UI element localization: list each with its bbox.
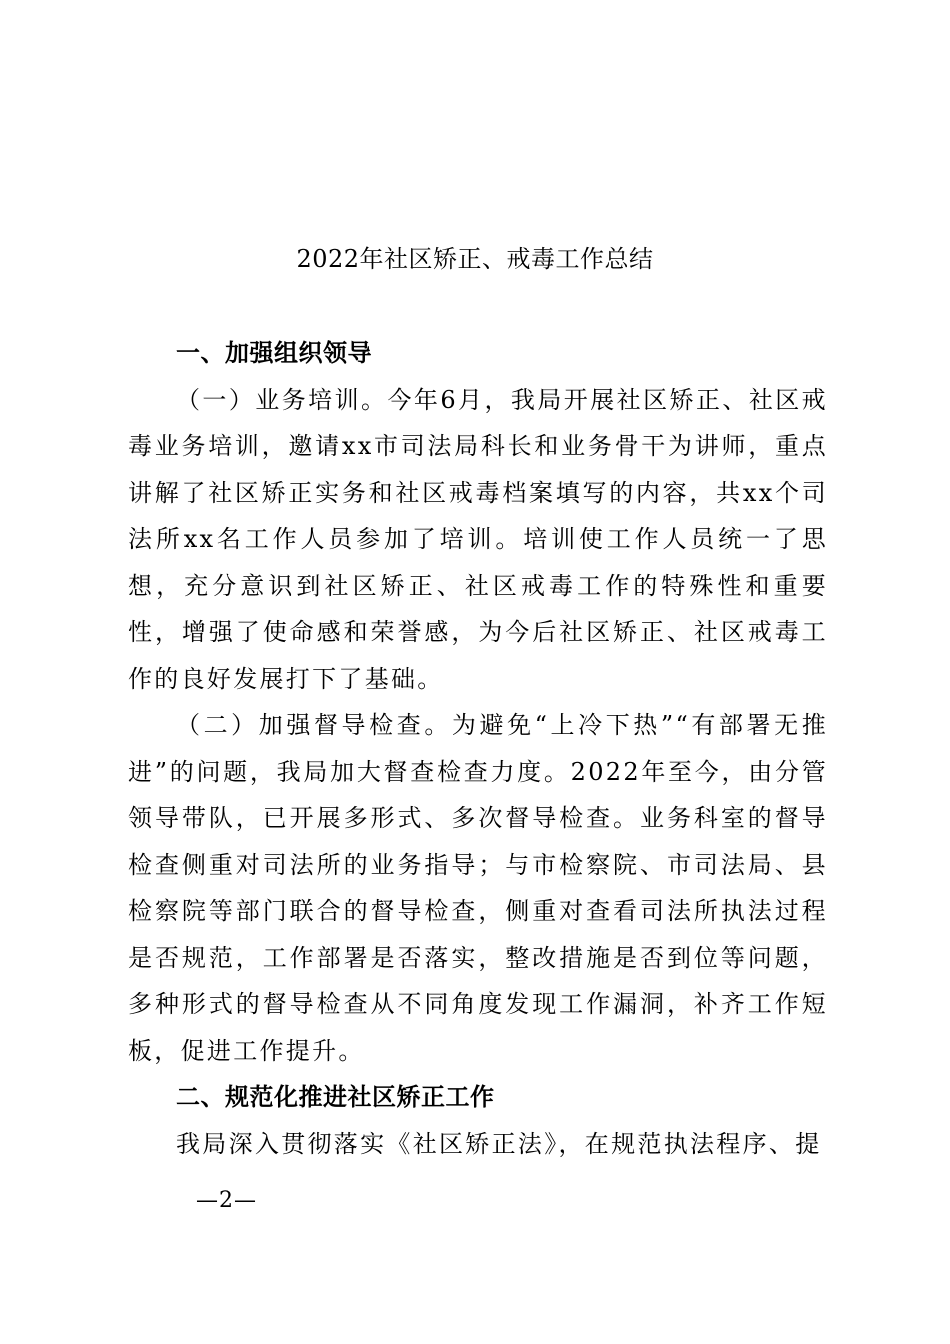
document-title: 2022年社区矫正、戒毒工作总结 [296, 245, 654, 273]
paragraph-correction-law: 我局深入贯彻落实《社区矫正法》，在规范执法程序、提 [176, 1129, 822, 1158]
paragraph-supervision: （二）加强督导检查。为避免“上冷下热”“有部署无推进”的问题，我局加大督查检查力度。2022年至今，由分管领导带队，已开展多形式、多次督导检查。业务科室的督导检查侧重对司法所的业务指导；与市检察院、市司法局、县检察院等部门联合的督导检查，侧重对查看司法所执法过程是否规范，工作部署是否落实，整改措施是否到位等问题，多种形式的督导检查从不同角度发现工作漏洞，补齐工作短板，促进工作提升。 [128, 711, 828, 1065]
page-number: —2— [196, 1188, 257, 1213]
section-heading-2: 二、规范化推进社区矫正工作 [176, 1083, 495, 1111]
document-body [128, 330, 828, 1167]
paragraph-training: （一）业务培训。今年6月，我局开展社区矫正、社区戒毒业务培训，邀请xx市司法局科长和业务骨干为讲师，重点讲解了社区矫正实务和社区戒毒档案填写的内容，共xx个司法所xx名工作人员参加了培训。培训使工作人员统一了思想，充分意识到社区矫正、社区戒毒工作的特殊性和重要性，增强了使命感和荣誉感，为今后社区矫正、社区戒毒工作的良好发展打下了基础。 [128, 385, 828, 693]
section-heading-1: 一、加强组织领导 [176, 339, 372, 367]
